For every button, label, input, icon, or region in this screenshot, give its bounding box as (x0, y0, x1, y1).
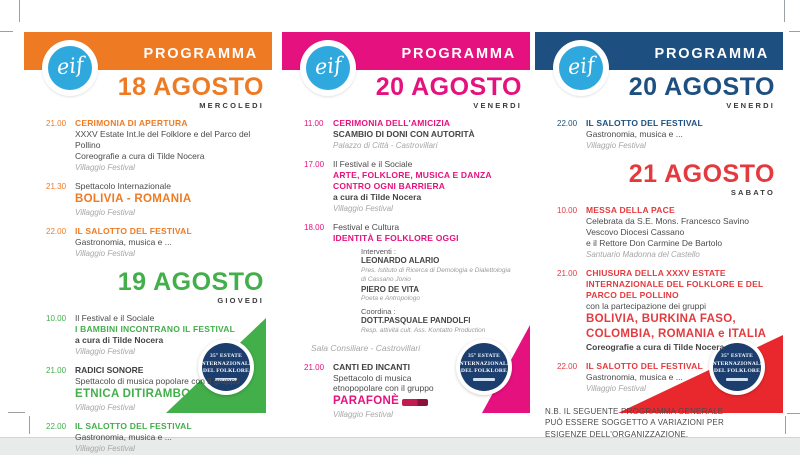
event-line: SCAMBIO DI DONI CON AUTORITÀ (333, 129, 475, 140)
event-lines (75, 421, 272, 454)
event-time: 21.00 (304, 362, 325, 372)
crop-mark (785, 416, 786, 434)
event-row (535, 268, 783, 353)
weekday-label: GIOVEDI (217, 296, 264, 306)
event-time: 11.00 (304, 119, 324, 129)
event-line: Celebrata da S.E. Mons. Francesco Savino (586, 216, 749, 227)
event-row (282, 222, 530, 354)
event-line: ETNICA DITIRAMBO (75, 387, 191, 400)
event-line: IL SALOTTO DEL FESTIVAL (586, 361, 703, 372)
event-line: e il Rettore Don Carmine De Bartolo (586, 238, 723, 249)
event-line: Interventi : (361, 246, 397, 256)
program-panel-20-21-agosto (535, 32, 783, 439)
event-time: 21.00 (46, 119, 67, 129)
badge-line-3: DEL FOLKLORE (714, 368, 760, 375)
event-line: Resp. attività cult. Ass. Kontatto Production (361, 326, 486, 334)
date-title: 20 AGOSTO (628, 73, 775, 101)
event-lines (586, 118, 783, 151)
event-time: 21.00 (46, 365, 67, 375)
event-line: CANTI ED INCANTI (333, 361, 410, 372)
event-line: CERIMONIA DI APERTURA (75, 118, 188, 129)
panel-content (282, 70, 530, 420)
event-lines (75, 118, 272, 173)
event-time: 17.00 (304, 160, 325, 170)
event-line: Vescovo Diocesi Cassano (586, 227, 685, 238)
program-panel-20-agosto (282, 32, 530, 420)
event-line: a cura di Tilde Nocera (75, 334, 164, 345)
badge-line-1: 35° ESTATE (468, 353, 500, 360)
eif-logo-text: eif (55, 52, 85, 80)
event-line: Spettacolo di musica (333, 372, 412, 383)
crop-mark (787, 413, 800, 414)
event-line: Villaggio Festival (75, 207, 135, 217)
eif-logo-mark (48, 46, 92, 90)
crop-mark (784, 0, 785, 22)
eif-logo-text: eif (566, 52, 596, 80)
eif-logo (42, 40, 98, 96)
note-line: ESIGENZE DELL'ORGANIZZAZIONE. (545, 429, 689, 439)
event-line: Villaggio Festival (75, 248, 135, 258)
event-row (535, 361, 783, 394)
event-time: 22.00 (46, 421, 67, 431)
nb-note (545, 406, 783, 440)
event-line: COLOMBIA, ROMANIA e ITALIA (586, 327, 767, 340)
event-lines (75, 313, 272, 357)
event-line: IL SALOTTO DEL FESTIVAL (75, 420, 192, 431)
event-line: CONTRO OGNI BARRIERA (333, 180, 446, 191)
event-lines (586, 361, 783, 394)
event-line: Festival e Cultura (333, 221, 400, 232)
event-line: PARAFONÈ (333, 395, 530, 409)
event-lines (75, 181, 272, 218)
event-time: 22.00 (46, 226, 67, 236)
event-row (282, 362, 530, 421)
event-line: Villaggio Festival (75, 162, 135, 172)
event-line: Villaggio Festival (333, 410, 393, 420)
event-row (282, 159, 530, 214)
event-line: Coordina : (361, 306, 396, 316)
event-row (24, 226, 272, 259)
event-line: DOTT.PASQUALE PANDOLFI (361, 316, 471, 326)
event-row (24, 421, 272, 454)
event-line: etnopopolare con il gruppo (333, 383, 434, 394)
badge-line-1: 35° ESTATE (210, 353, 242, 360)
event-row (535, 205, 783, 260)
event-line: BOLIVIA - ROMANIA (75, 192, 192, 205)
event-line: IDENTITÀ E FOLKLORE OGGI (333, 232, 459, 243)
programma-label: PROGRAMMA (654, 46, 769, 62)
event-line: IL SALOTTO DEL FESTIVAL (586, 118, 703, 129)
crop-mark (0, 31, 13, 32)
event-line: Villaggio Festival (333, 203, 393, 213)
event-line: Gastronomia, musica e ... (586, 372, 683, 383)
event-row (24, 181, 272, 218)
badge-line-2: INTERNAZIONALE (457, 360, 511, 367)
note-line: N.B. IL SEGUENTE PROGRAMMA GENERALE (545, 407, 724, 417)
event-line: CERIMONIA DELL'AMICIZIA (333, 118, 451, 129)
eif-logo (553, 40, 609, 96)
weekday-label: SABATO (730, 188, 775, 198)
event-line: LEONARDO ALARIO (361, 256, 440, 266)
event-line: Pres. Istituto di Ricerca di Demologia e Dialettologia (361, 266, 511, 274)
event-line: MESSA DELLA PACE (586, 205, 675, 216)
weekday-label: VENERDI (473, 101, 522, 111)
event-line: Palazzo di Città - Castrovillari (333, 141, 438, 150)
weekday-label: MERCOLEDI (199, 101, 264, 111)
panel-content (535, 70, 783, 439)
event-time: 22.00 (557, 362, 578, 372)
event-time: 21.00 (557, 269, 578, 279)
event-lines (586, 268, 783, 353)
date-title: 20 AGOSTO (375, 73, 522, 101)
eif-logo (300, 40, 356, 96)
badge-line-2: INTERNAZIONALE (710, 360, 764, 367)
programma-label: PROGRAMMA (401, 46, 516, 62)
event-line: Villaggio Festival (586, 141, 646, 150)
event-line: PARCO DEL POLLINO (586, 289, 679, 300)
event-line: Il Festival e il Sociale (75, 313, 155, 324)
event-line: ARTE, FOLKLORE, MUSICA E DANZA (333, 170, 492, 181)
event-lines (75, 365, 272, 413)
event-row (24, 365, 272, 413)
event-line: Villaggio Festival (586, 383, 646, 393)
event-time: 21.30 (46, 181, 67, 191)
event-line: Coreografie a cura di Tilde Nocera (75, 150, 205, 161)
date-title: 19 AGOSTO (117, 267, 264, 296)
event-line: CHIUSURA DELLA XXXV ESTATE (586, 268, 726, 279)
event-time: 18.00 (304, 222, 325, 232)
event-line: di Cassano Jonio (361, 275, 411, 283)
event-line: Villaggio Festival (75, 443, 135, 453)
event-line: Santuario Madonna del Castello (586, 249, 700, 259)
event-lines (333, 159, 530, 214)
event-lines (586, 205, 783, 260)
badge-line-2: INTERNAZIONALE (199, 360, 253, 367)
event-time: 10.00 (557, 206, 578, 216)
weekday-label: VENERDI (726, 101, 775, 111)
badge-line-1: 35° ESTATE (721, 353, 753, 360)
event-line: Sala Consiliare - Castrovillari (311, 342, 421, 353)
program-panel-18-19-agosto (24, 32, 272, 453)
event-line: Villaggio Festival (75, 402, 135, 412)
event-lines (75, 226, 272, 259)
event-line: BOLIVIA, BURKINA FASO, (586, 312, 736, 325)
date-heading (535, 161, 783, 197)
event-line: Poeta e Antropologo (361, 295, 421, 303)
note-line: PUÒ ESSERE SOGGETTO A VARIAZIONI PER (545, 418, 724, 428)
badge-line-3: DEL FOLKLORE (461, 368, 507, 375)
panel-content (24, 70, 272, 453)
event-line: Gastronomia, musica e ... (586, 129, 683, 140)
event-line: IL SALOTTO DEL FESTIVAL (75, 225, 192, 236)
event-line: a cura di Tilde Nocera (333, 191, 422, 202)
date-title: 21 AGOSTO (628, 160, 775, 189)
event-line: PIERO DE VITA (361, 285, 420, 295)
event-time: 22.00 (557, 119, 578, 129)
event-line: RADICI SONORE (75, 364, 144, 375)
event-time: 10.00 (46, 314, 67, 324)
event-line: Spettacolo Internazionale (75, 180, 171, 191)
date-heading (24, 269, 272, 305)
event-line: Villaggio Festival (75, 346, 135, 356)
event-lines (333, 118, 530, 151)
eif-logo-mark (306, 46, 350, 90)
event-line: Gastronomia, musica e ... (75, 431, 172, 442)
event-line: con la partecipazione dei gruppi (586, 300, 707, 311)
eif-logo-text: eif (313, 52, 343, 80)
event-lines (333, 362, 530, 421)
programma-label: PROGRAMMA (143, 46, 258, 62)
badge-line-3: DEL FOLKLORE (203, 368, 249, 375)
date-title: 18 AGOSTO (117, 73, 264, 101)
event-row (24, 313, 272, 357)
event-row (535, 118, 783, 151)
event-line: Gastronomia, musica e ... (75, 236, 172, 247)
event-line: Spettacolo di musica popolare con il gruppo (75, 375, 240, 386)
crop-mark (789, 31, 800, 32)
event-row (282, 118, 530, 151)
parafone-logo (402, 399, 428, 406)
event-line: XXXV Estate Int.le del Folklore e del Parco del Pollino (75, 129, 251, 150)
event-line: Coreografie a cura di Tilde Nocera (586, 342, 725, 353)
event-line: INTERNAZIONALE DEL FOLKLORE E DEL (586, 279, 764, 290)
crop-mark (8, 412, 25, 413)
crop-mark (19, 0, 20, 22)
event-line: I BAMBINI INCONTRANO IL FESTIVAL (75, 324, 236, 334)
event-row (24, 118, 272, 173)
event-line: Il Festival e il Sociale (333, 159, 413, 170)
eif-logo-mark (559, 46, 603, 90)
